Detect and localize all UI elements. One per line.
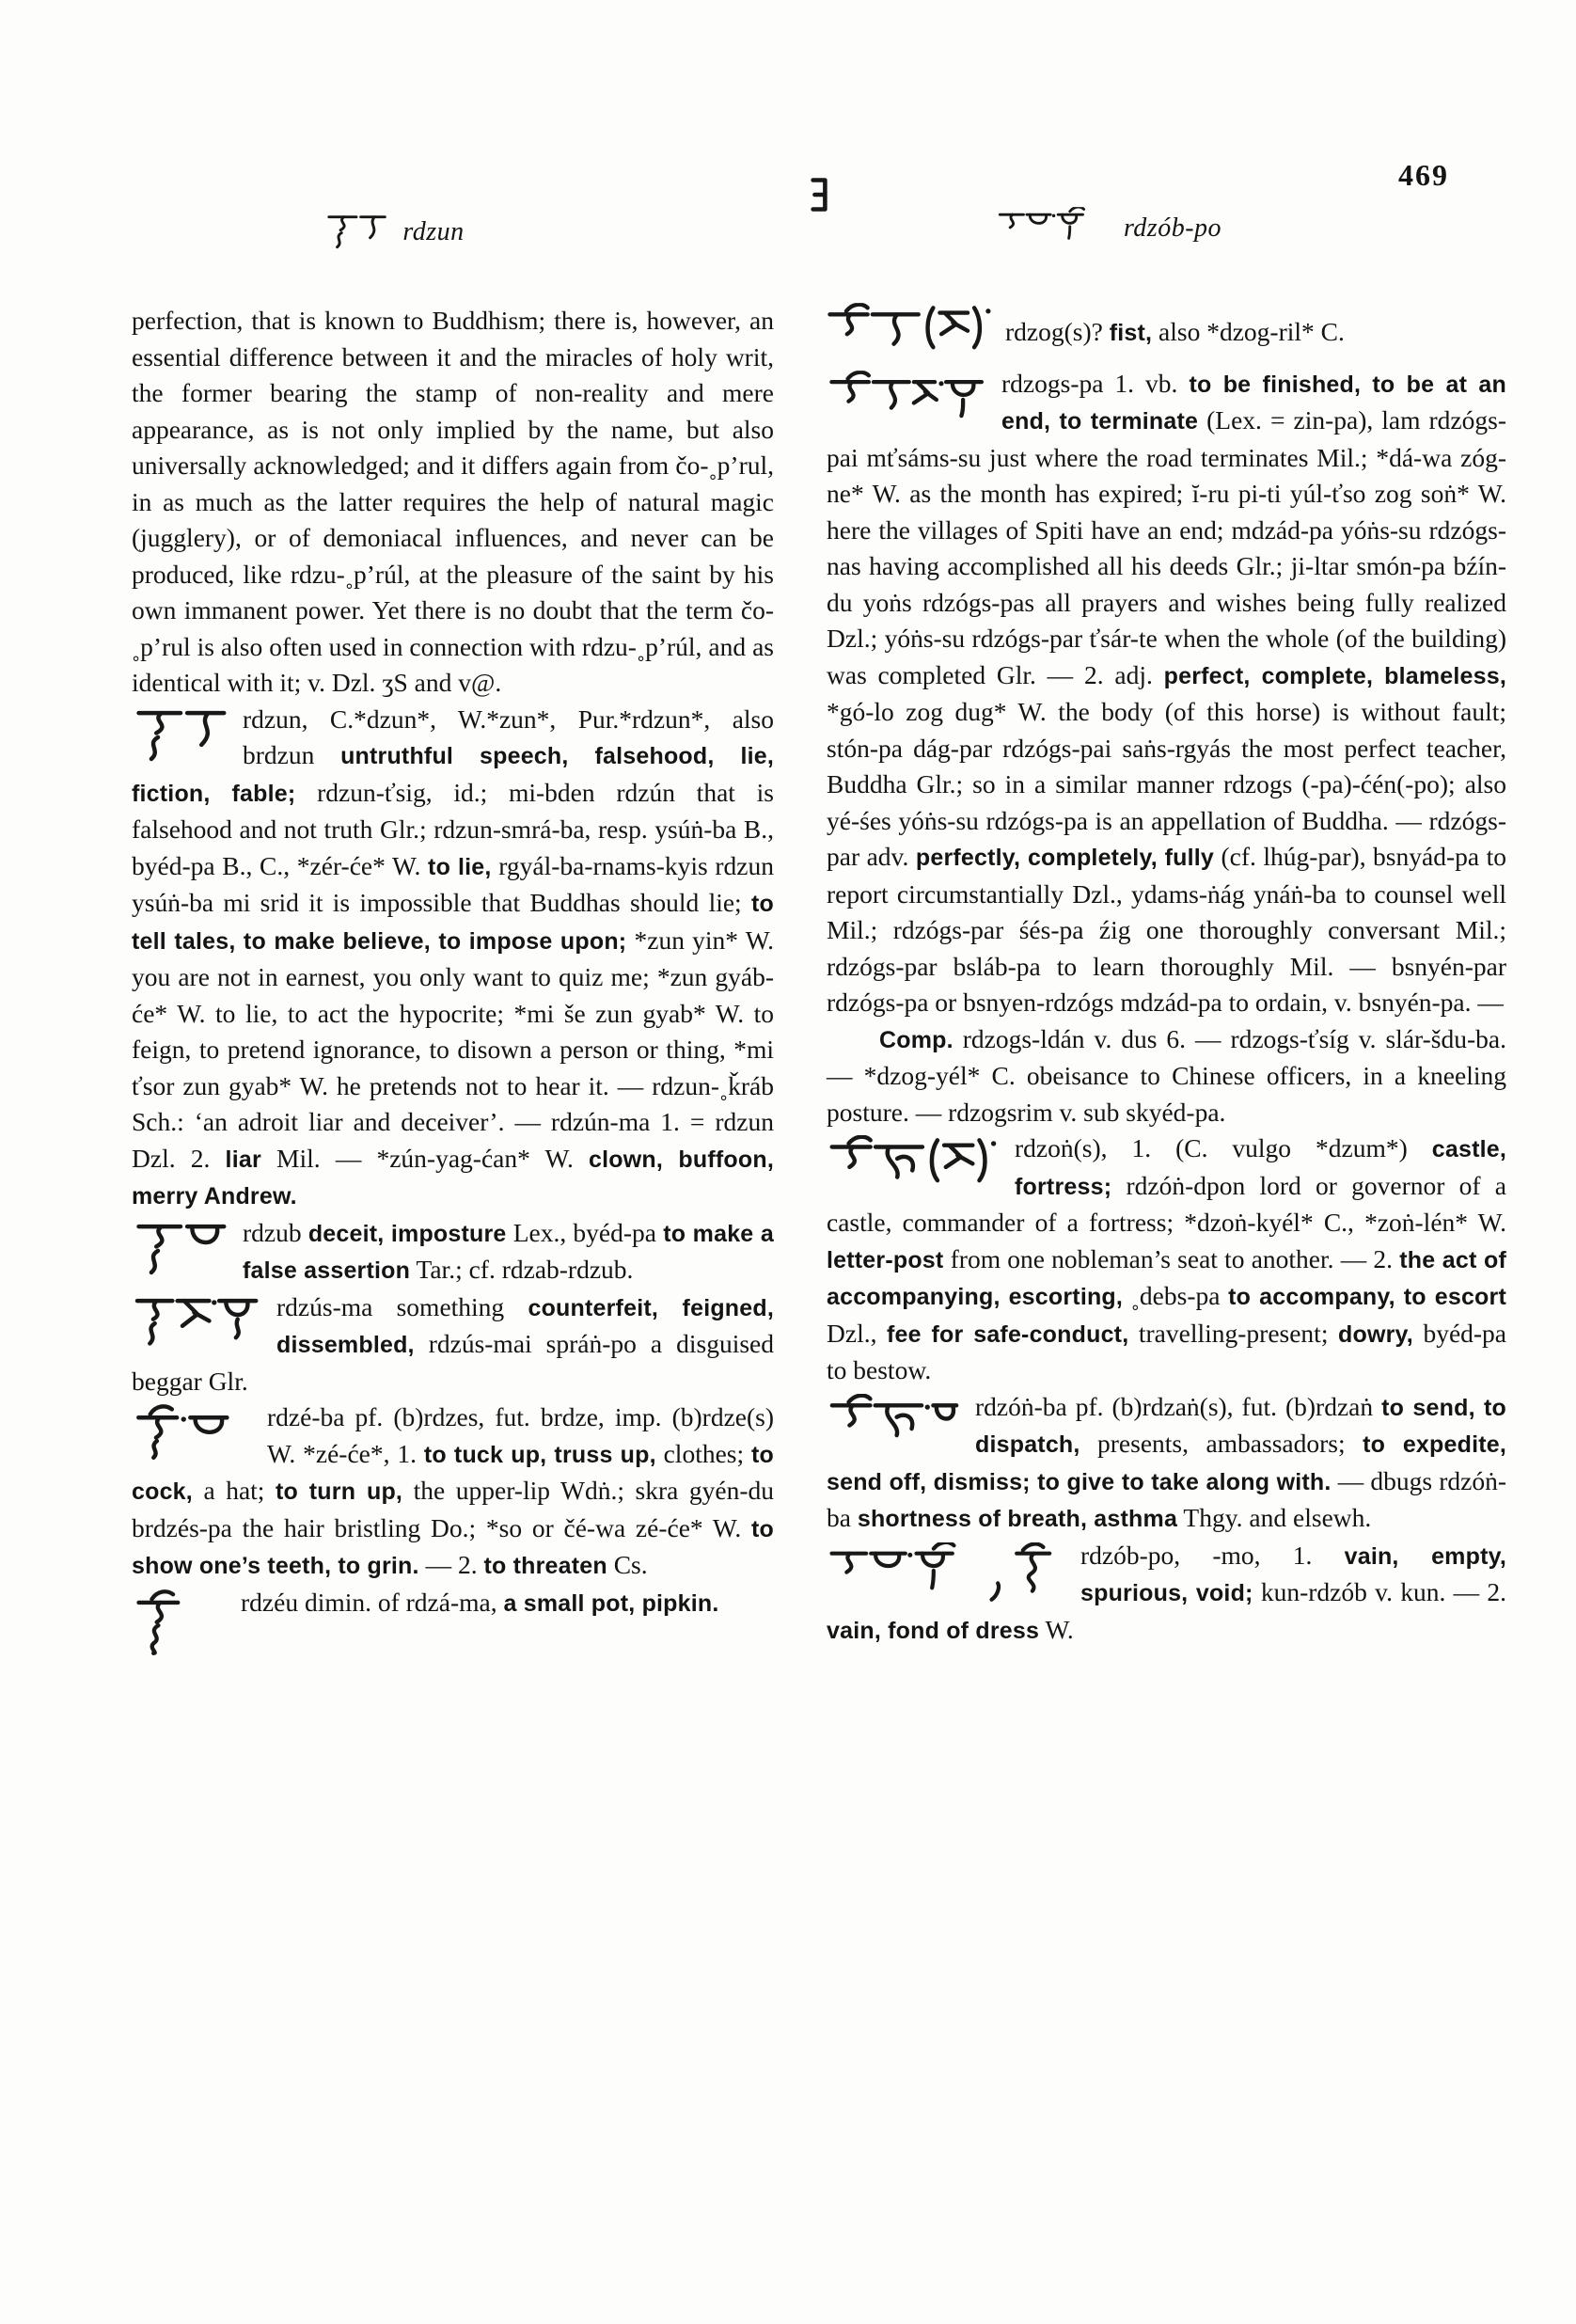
entry-rdzob-po	[827, 1538, 1506, 1650]
entry-text: rdzé-ba pf. (b)rdzes, fut. brdze, imp. (b)rdze(s) W. *zé-će*, 1. to tuck up, truss up, clothes; to cock, a hat; to turn up, the upper-lip Wdṅ.; skra gyén-du brdzés-pa the hair bristling Do.; *so or čé-wa zé-će* W. to show one’s teeth, to grin. — 2. to threaten Cs.	[132, 1402, 774, 1579]
entry-text: rdzús-ma something counterfeit, feigned, dissembled, rdzús-mai spráṅ-po a disguised beggar Glr.	[132, 1291, 774, 1396]
tibetan-headword-rdzong-ba	[828, 1394, 960, 1457]
entry-continuation-perfection	[132, 303, 774, 702]
entry-text: rdzóṅ-ba pf. (b)rdzaṅ(s), fut. (b)rdzaṅ to send, to dispatch, presents, ambassadors; to expedite, send off, dismiss; to give to take along with. — dbugs rdzóṅ-ba shortness of breath, asthma Thgy. and elsewh.	[827, 1391, 1506, 1532]
tibetan-headword-rdzeu	[134, 1589, 226, 1658]
entry-rdzub	[132, 1215, 774, 1289]
tibetan-script-rdzob-po-mo-icon	[828, 1542, 1065, 1604]
tibetan-script-rdzog-s-icon	[827, 303, 994, 356]
running-head-right	[846, 207, 1373, 249]
entry-text: rdzun, C.*dzun*, W.*zun*, Pur.*rdzun*, also brdzun untruthful speech, falsehood, lie, fiction, fable; rdzun-ťsig, id.; mi-bden rdzún that is falsehood and not truth Glr.; rdzun-smrá-ba, resp. ysúṅ-ba B., byéd-pa B., C., *zér-će* W. to lie, rgyál-ba-rnams-kyis rdzun ysúṅ-ba mi srid it is impossible that Buddhas should lie; to tell tales, to make believe, to impose upon; *zun yin* W. you are not in earnest, you only want to quiz me; *zun gyáb-će* W. to lie, to act the hypocrite; *mi še zun gyab* W. to feign, to pretend ignorance, to disown a person or thing, *mi ťsor zun gyab* W. he pretends not to hear it. — rdzun-˳ǩráb Sch.: ‘an adroit liar and deceiver’. — rdzún-ma 1. = rdzun Dzl. 2. liar Mil. — *zún-yag-ćan* W. clown, buffoon, merry Andrew.	[132, 704, 774, 1209]
tibetan-script-rdzun-icon	[134, 706, 228, 767]
tibetan-script-rdzus-ma-icon	[134, 1294, 261, 1354]
left-column	[132, 303, 774, 1658]
tibetan-script-rdzub-icon	[134, 1220, 228, 1280]
entry-rdzus-ma	[132, 1289, 774, 1400]
entry-rdze-ba	[132, 1399, 774, 1585]
entry-rdzogs-pa	[827, 366, 1506, 1021]
tibetan-headword-rdzogs	[827, 303, 994, 366]
entry-text: rdzób-po, -mo, 1. vain, empty, spurious, void; kun-rdzób v. kun. — 2. vain, fond of dress W.	[827, 1540, 1506, 1644]
entry-rdzongs	[827, 1130, 1506, 1389]
right-column	[827, 303, 1506, 1649]
entry-rdzogs-fist	[827, 303, 1506, 366]
page-number: 469	[1398, 158, 1449, 192]
entry-rdzogs-pa-compounds	[827, 1021, 1506, 1131]
tibetan-script-rdzeu-icon	[134, 1589, 226, 1658]
entry-rdzeu	[132, 1585, 774, 1622]
tibetan-headword-rdzongs	[828, 1135, 1000, 1189]
tibetan-headword-rdzus-ma	[134, 1294, 261, 1354]
running-head-right-translit: rdzób-po	[1123, 213, 1222, 243]
running-head-left-translit: rdzun	[402, 217, 465, 246]
entry-text: rdzub deceit, imposture Lex., byéd-pa to make a false assertion Tar.; cf. rdzab-rdzub.	[243, 1217, 774, 1284]
tibetan-script-rdzong-s-icon	[828, 1135, 1000, 1189]
tibetan-script-rdzong-ba-icon	[828, 1394, 960, 1457]
section-letter-dza-icon	[807, 175, 831, 214]
running-head-left	[132, 213, 658, 252]
entry-text: Comp. rdzogs-ldán v. dus 6. — rdzogs-ťsíg v. slár-šdu-ba. — *dzog-yél* C. obeisance to Chinese officers, in a kneeling posture. — rdzogsrim v. sub skyéd-pa.	[827, 1023, 1506, 1127]
tibetan-headword-rdzogs-pa	[828, 371, 986, 429]
entry-text: rdzog(s)? fist, also *dzog-ril* C.	[1005, 317, 1345, 346]
tibetan-headword-rdzub	[134, 1220, 228, 1280]
entry-rdzun	[132, 702, 774, 1215]
tibetan-script-rdze-ba-icon	[134, 1404, 252, 1464]
tibetan-script-rdzob-po-icon	[998, 207, 1109, 249]
entry-text: rdzogs-pa 1. vb. to be finished, to be at an end, to terminate (Lex. = zin-pa), lam rdzógs-pai mťsáms-su just where the road terminates Mil.; *dá-wa zóg-ne* W. as the month has expired; ĭ-ru pi-ti yúl-ťso zog soṅ* W. here the villages of Spiti have an end; mdzád-pa yóṅs-su rdzógs-nas having accomplished all his deeds Glr.; ji-ltar smón-pa bźín-du yoṅs rdzógs-pas all prayers and wishes being fully realized Dzl.; yóṅs-su rdzógs-par ťsár-te when the whole (of the building) was completed Glr. — 2. adj. perfect, complete, blameless, *gó-lo zog dug* W. the body (of this horse) is without fault; stón-pa dág-par rdzógs-pai saṅs-rgyás the most perfect teacher, Buddha Glr.; so in a similar manner rdzogs (-pa)-ćén(-po); also yé-śes yóṅs-su rdzógs-pa is an appellation of Buddha. — rdzógs-par adv. perfectly, completely, fully (cf. lhúg-par), bsnyád-pa to report circumstantially Dzl., ydams-ṅág ynáṅ-ba to counsel well Mil.; rdzógs-par śés-pa źig one thoroughly conversant Mil.; rdzógs-par bsláb-pa to learn thoroughly Mil. — bsnyén-par rdzógs-pa or bsnyen-rdzógs mdzád-pa to ordain, v. bsnyén-pa. —	[827, 368, 1506, 1017]
entry-rdzong-ba	[827, 1389, 1506, 1538]
entry-text: rdzéu dimin. of rdzá-ma, a small pot, pipkin.	[241, 1587, 719, 1617]
tibetan-headword-rdzun	[134, 706, 228, 767]
entry-text: perfection, that is known to Buddhism; there is, however, an essential difference between it and the miracles of holy writ, the former bearing the stamp of non-reality and mere appearance, as is not only implied by the name, but also universally acknowledged; and it differs again from čo-˳p’rul, in as much as the latter requires the help of natural magic (jugglery), or of demoniacal influences, and never can be produced, like rdzu-˳p’rúl, at the pleasure of the saint by his own immanent power. Yet there is no doubt that the term čo-˳p’rul is also often used in connection with rdzu-˳p’rúl, and as identical with it; v. Dzl. ʒS and v@.	[132, 306, 774, 697]
tibetan-script-rdzun-icon	[325, 213, 387, 252]
tibetan-headword-rdze-ba	[134, 1404, 252, 1464]
entry-text: rdzoṅ(s), 1. (C. vulgo *dzum*) castle, fortress; rdzóṅ-dpon lord or governor of a castle, commander of a fortress; *dzoṅ-kyél* C., *zoṅ-lén* W. letter-post from one nobleman’s seat to another. — 2. the act of accompanying, escorting, ˳debs-pa to accompany, to escort Dzl., fee for safe-conduct, travelling-present; dowry, byéd-pa to bestow.	[827, 1133, 1507, 1384]
tibetan-script-rdzogs-pa-icon	[828, 371, 986, 429]
tibetan-headword-rdzob-po	[828, 1542, 1065, 1604]
text-columns	[132, 303, 1506, 1658]
